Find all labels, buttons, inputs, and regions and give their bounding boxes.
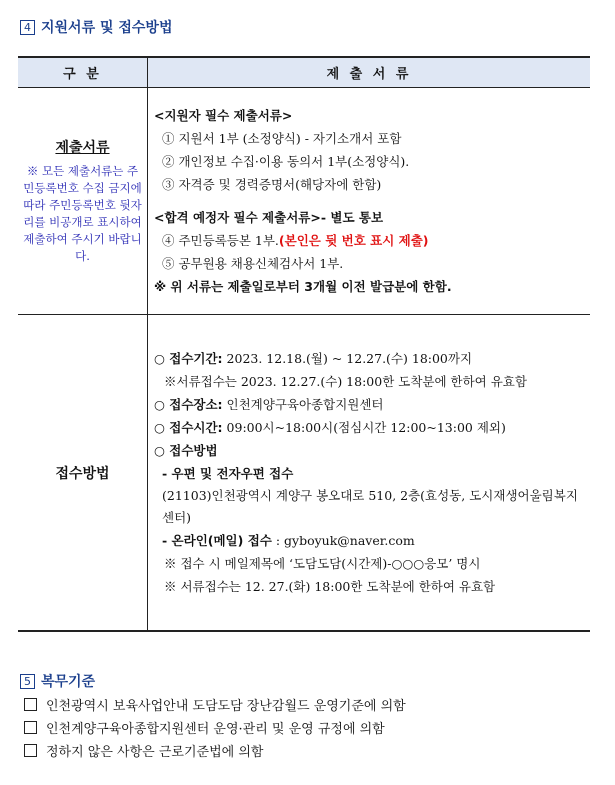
time-label: ○ 접수시간: (154, 420, 223, 435)
required-doc-1: ① 지원서 1부 (소정양식) - 자기소개서 포함 (162, 131, 402, 146)
pass-doc-5: ⑤ 공무원용 채용신체검사서 1부. (162, 256, 344, 271)
place-line (154, 393, 584, 416)
service-rule-2 (24, 718, 385, 737)
time-value: 09:00시~18:00시(점심시간 12:00~13:00 제외) (222, 420, 506, 435)
required-doc-2: ② 개인정보 수집·이용 동의서 1부(소정양식). (162, 154, 410, 169)
online-line (154, 529, 584, 552)
period-line (154, 347, 584, 370)
service-rule-3-text: 정하지 않은 사항은 근로기준법에 의함 (46, 745, 264, 760)
period-note: ※서류접수는 2023. 12.27.(수) 18:00한 도착분에 한하여 유효함 (164, 374, 527, 389)
documents-table (18, 56, 590, 632)
application-content-cell (148, 315, 591, 632)
checkbox-icon (24, 744, 37, 757)
service-rule-1 (24, 695, 406, 714)
place-label: ○ 접수장소: (154, 397, 223, 412)
documents-content-cell (148, 88, 591, 315)
section-5-number: 5 (20, 674, 35, 689)
section-5-heading (20, 671, 95, 691)
service-rule-2-text: 인천계양구육아종합지원센터 운영·관리 및 운영 규정에 의함 (46, 722, 385, 737)
pass-doc-4-text: ④ 주민등록등본 1부. (162, 233, 279, 248)
section-4-heading (20, 17, 172, 37)
required-docs-title: <지원자 필수 제출서류> (154, 108, 293, 123)
online-note-2: ※ 서류접수는 12. 27.(화) 18:00한 도착분에 한하여 유효함 (164, 579, 496, 594)
pass-doc-4-warning: (본인은 뒷 번호 표시 제출) (278, 233, 429, 248)
checkbox-icon (24, 698, 37, 711)
online-label: - 온라인(메일) 접수 (162, 533, 272, 548)
documents-category-cell (18, 88, 148, 315)
section-4-title: 지원서류 및 접수방법 (41, 20, 173, 36)
mail-label: - 우편 및 전자우편 접수 (162, 466, 294, 481)
table-header-row (18, 57, 590, 88)
address: (21103)인천광역시 계양구 봉오대로 510, 2층(효성동, 도시재생어울림복지센터) (162, 488, 578, 525)
table-row-documents (18, 88, 590, 315)
application-category: 접수방법 (55, 465, 110, 482)
period-value: 2023. 12.18.(월) ~ 12.27.(수) 18:00까지 (222, 351, 473, 366)
header-documents: 제 출 서 류 (148, 57, 591, 88)
pass-doc-4 (154, 229, 584, 252)
header-category: 구 분 (18, 57, 148, 88)
required-doc-3: ③ 자격증 및 경력증명서(해당자에 한함) (162, 177, 382, 192)
validity-notice: ※ 위 서류는 제출일로부터 3개월 이전 발급분에 한함. (154, 279, 452, 294)
table-row-application (18, 315, 590, 632)
online-note-1: ※ 접수 시 메일제목에 ‘도담도담(시간제)-○○○응모’ 명시 (164, 556, 481, 571)
email-address: : gyboyuk@naver.com (271, 533, 415, 548)
pass-docs-title: <합격 예정자 필수 제출서류>- 별도 통보 (154, 210, 384, 225)
application-category-cell (18, 315, 148, 632)
period-label: ○ 접수기간: (154, 351, 223, 366)
place-value: 인천계양구육아종합지원센터 (222, 397, 384, 412)
method-label: ○ 접수방법 (154, 443, 218, 458)
section-5-title: 복무기준 (41, 674, 96, 690)
time-line (154, 416, 584, 439)
section-4-number: 4 (20, 20, 35, 35)
service-rule-1-text: 인천광역시 보육사업안내 도담도담 장난감월드 운영기준에 의함 (46, 699, 406, 714)
privacy-note: ※ 모든 제출서류는 주민등록번호 수집 금지에 따라 주민등록번호 뒷자리를 비공개로 표시하여 제출하여 주시기 바랍니다. (23, 164, 142, 263)
service-rule-3 (24, 741, 263, 760)
checkbox-icon (24, 721, 37, 734)
documents-category: 제출서류 (55, 140, 110, 156)
